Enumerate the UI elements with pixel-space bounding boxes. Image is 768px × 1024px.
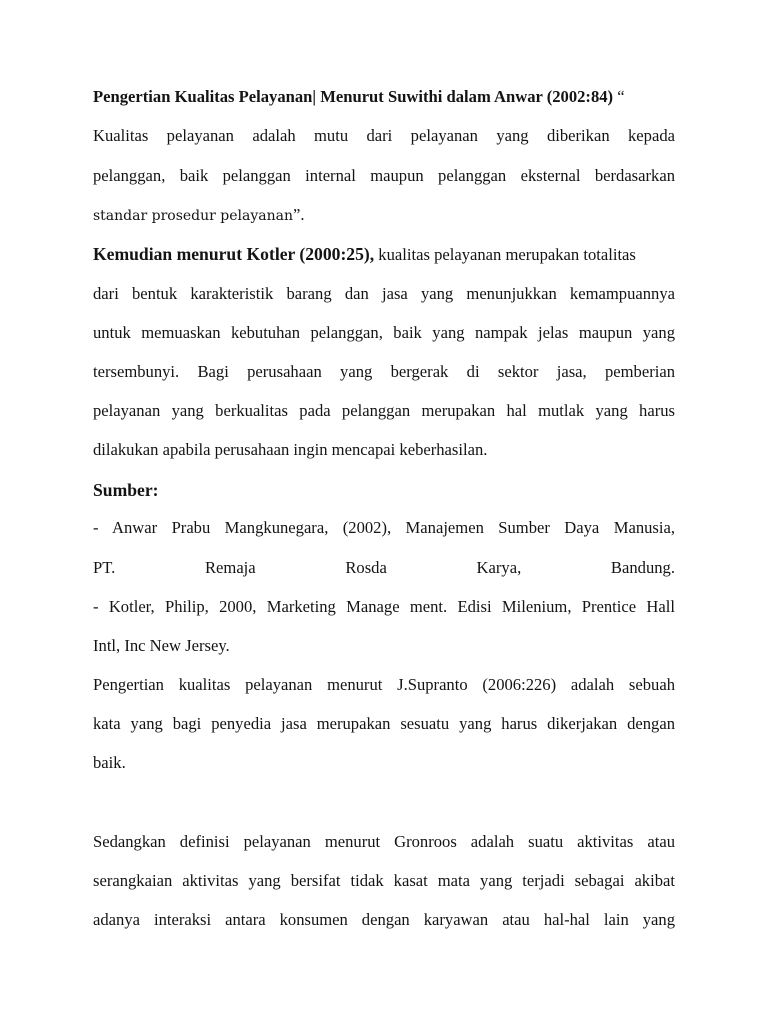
para1-line4-main: standar prosedur pelayanan xyxy=(93,208,294,224)
para2-line5: pelayanan yang berkualitas pada pelanggan merupakan hal mutlak yang harus xyxy=(93,401,675,420)
sources-heading: Sumber: xyxy=(93,480,159,500)
para1-line4 xyxy=(93,205,675,226)
para1-line2: Kualitas pelayanan adalah mutu dari pelayanan yang diberikan kepada xyxy=(93,126,675,145)
source-ref1-line2: PT. Remaja Rosda Karya, Bandung. xyxy=(93,558,675,577)
para1-heading: Pengertian Kualitas Pelayanan| Menurut Suwithi dalam Anwar (2002:84) xyxy=(93,87,614,106)
para3-line1: Pengertian kualitas pelayanan menurut J.Supranto (2006:226) adalah sebuah xyxy=(93,675,675,694)
para1-line3: pelanggan, baik pelanggan internal maupun pelanggan eksternal berdasarkan xyxy=(93,166,675,185)
para2-line4: tersembunyi. Bagi perusahaan yang bergerak di sektor jasa, pemberian xyxy=(93,362,675,381)
source-ref2-line1: - Kotler, Philip, 2000, Marketing Manage ment. Edisi Milenium, Prentice Hall xyxy=(93,597,675,616)
para2-lead-rest: kualitas pelayanan merupakan totalitas xyxy=(374,245,636,264)
para1-heading-line xyxy=(93,87,675,107)
para1-open-quote: “ xyxy=(613,87,625,106)
para1-line4-end: ”. xyxy=(293,205,305,224)
para2-line6: dilakukan apabila perusahaan ingin mencapai keberhasilan. xyxy=(93,440,488,459)
para3-line2: kata yang bagi penyedia jasa merupakan sesuatu yang harus dikerjakan dengan xyxy=(93,714,675,733)
para2-line3: untuk memuaskan kebutuhan pelanggan, baik yang nampak jelas maupun yang xyxy=(93,323,675,342)
source-ref2-line2: Intl, Inc New Jersey. xyxy=(93,636,230,655)
para4-line3: adanya interaksi antara konsumen dengan karyawan atau hal-hal lain yang xyxy=(93,910,675,929)
para4-line1: Sedangkan definisi pelayanan menurut Gronroos adalah suatu aktivitas atau xyxy=(93,832,675,851)
para2-line1 xyxy=(93,244,675,265)
para3-line3: baik. xyxy=(93,753,126,772)
para2-lead-bold: Kemudian menurut Kotler (2000:25), xyxy=(93,244,375,264)
para2-line2: dari bentuk karakteristik barang dan jasa yang menunjukkan kemampuannya xyxy=(93,284,675,303)
source-ref1-line1: - Anwar Prabu Mangkunegara, (2002), Manajemen Sumber Daya Manusia, xyxy=(93,518,675,537)
para4-line2: serangkaian aktivitas yang bersifat tidak kasat mata yang terjadi sebagai akibat xyxy=(93,871,675,890)
